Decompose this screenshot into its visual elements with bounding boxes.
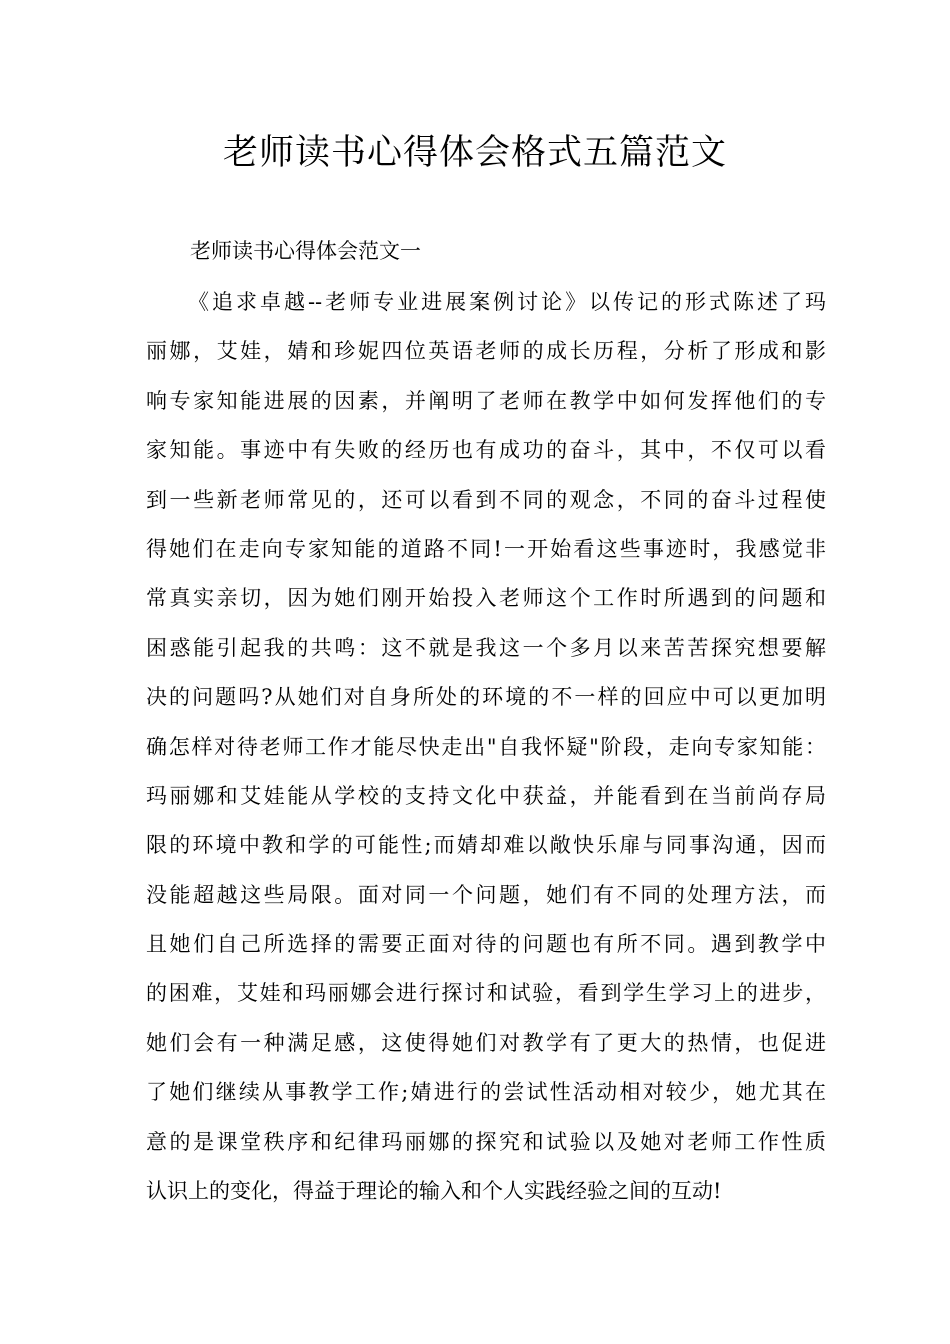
paragraph-line: 丽娜，艾娃，婧和珍妮四位英语老师的成长历程，分析了形成和影 — [146, 339, 826, 364]
paragraph-line: 且她们自己所选择的需要正面对待的问题也有所不同。遇到教学中 — [146, 932, 826, 957]
paragraph-line: 限的环境中教和学的可能性;而婧却难以敞快乐扉与同事沟通，因而 — [146, 833, 826, 858]
paragraph-line: 家知能。事迹中有失败的经历也有成功的奋斗，其中，不仅可以看 — [146, 438, 826, 463]
paragraph-line: 意的是课堂秩序和纪律玛丽娜的探究和试验以及她对老师工作性质 — [146, 1129, 826, 1154]
paragraph-line: 确怎样对待老师工作才能尽快走出"自我怀疑"阶段，走向专家知能： — [146, 734, 826, 759]
paragraph-line: 的困难，艾娃和玛丽娜会进行探讨和试验，看到学生学习上的进步， — [146, 981, 826, 1006]
body-paragraph — [146, 284, 826, 1222]
paragraph-line: 《追求卓越--老师专业进展案例讨论》以传记的形式陈述了玛 — [188, 290, 826, 314]
paragraph-line: 了她们继续从事教学工作;婧进行的尝试性活动相对较少，她尤其在 — [146, 1080, 826, 1105]
section-heading: 老师读书心得体会范文一 — [190, 239, 421, 263]
paragraph-line: 响专家知能进展的因素，并阐明了老师在教学中如何发挥他们的专 — [146, 388, 826, 413]
paragraph-line: 没能超越这些局限。面对同一个问题，她们有不同的处理方法，而 — [146, 882, 826, 907]
paragraph-line: 认识上的变化，得益于理论的输入和个人实践经验之间的互动! — [146, 1179, 722, 1204]
paragraph-line: 到一些新老师常见的，还可以看到不同的观念，不同的奋斗过程使 — [146, 487, 826, 512]
paragraph-line: 决的问题吗?从她们对自身所处的环境的不一样的回应中可以更加明 — [146, 685, 826, 710]
paragraph-line: 她们会有一种满足感，这使得她们对教学有了更大的热情，也促进 — [146, 1030, 826, 1055]
paragraph-line: 困惑能引起我的共鸣：这不就是我这一个多月以来苦苦探究想要解 — [146, 635, 826, 660]
paragraph-line: 玛丽娜和艾娃能从学校的支持文化中获益，并能看到在当前尚存局 — [146, 783, 826, 808]
paragraph-line: 常真实亲切，因为她们刚开始投入老师这个工作时所遇到的问题和 — [146, 586, 826, 611]
paragraph-line: 得她们在走向专家知能的道路不同!一开始看这些事迹时，我感觉非 — [146, 536, 826, 561]
document-title: 老师读书心得体会格式五篇范文 — [222, 133, 727, 173]
